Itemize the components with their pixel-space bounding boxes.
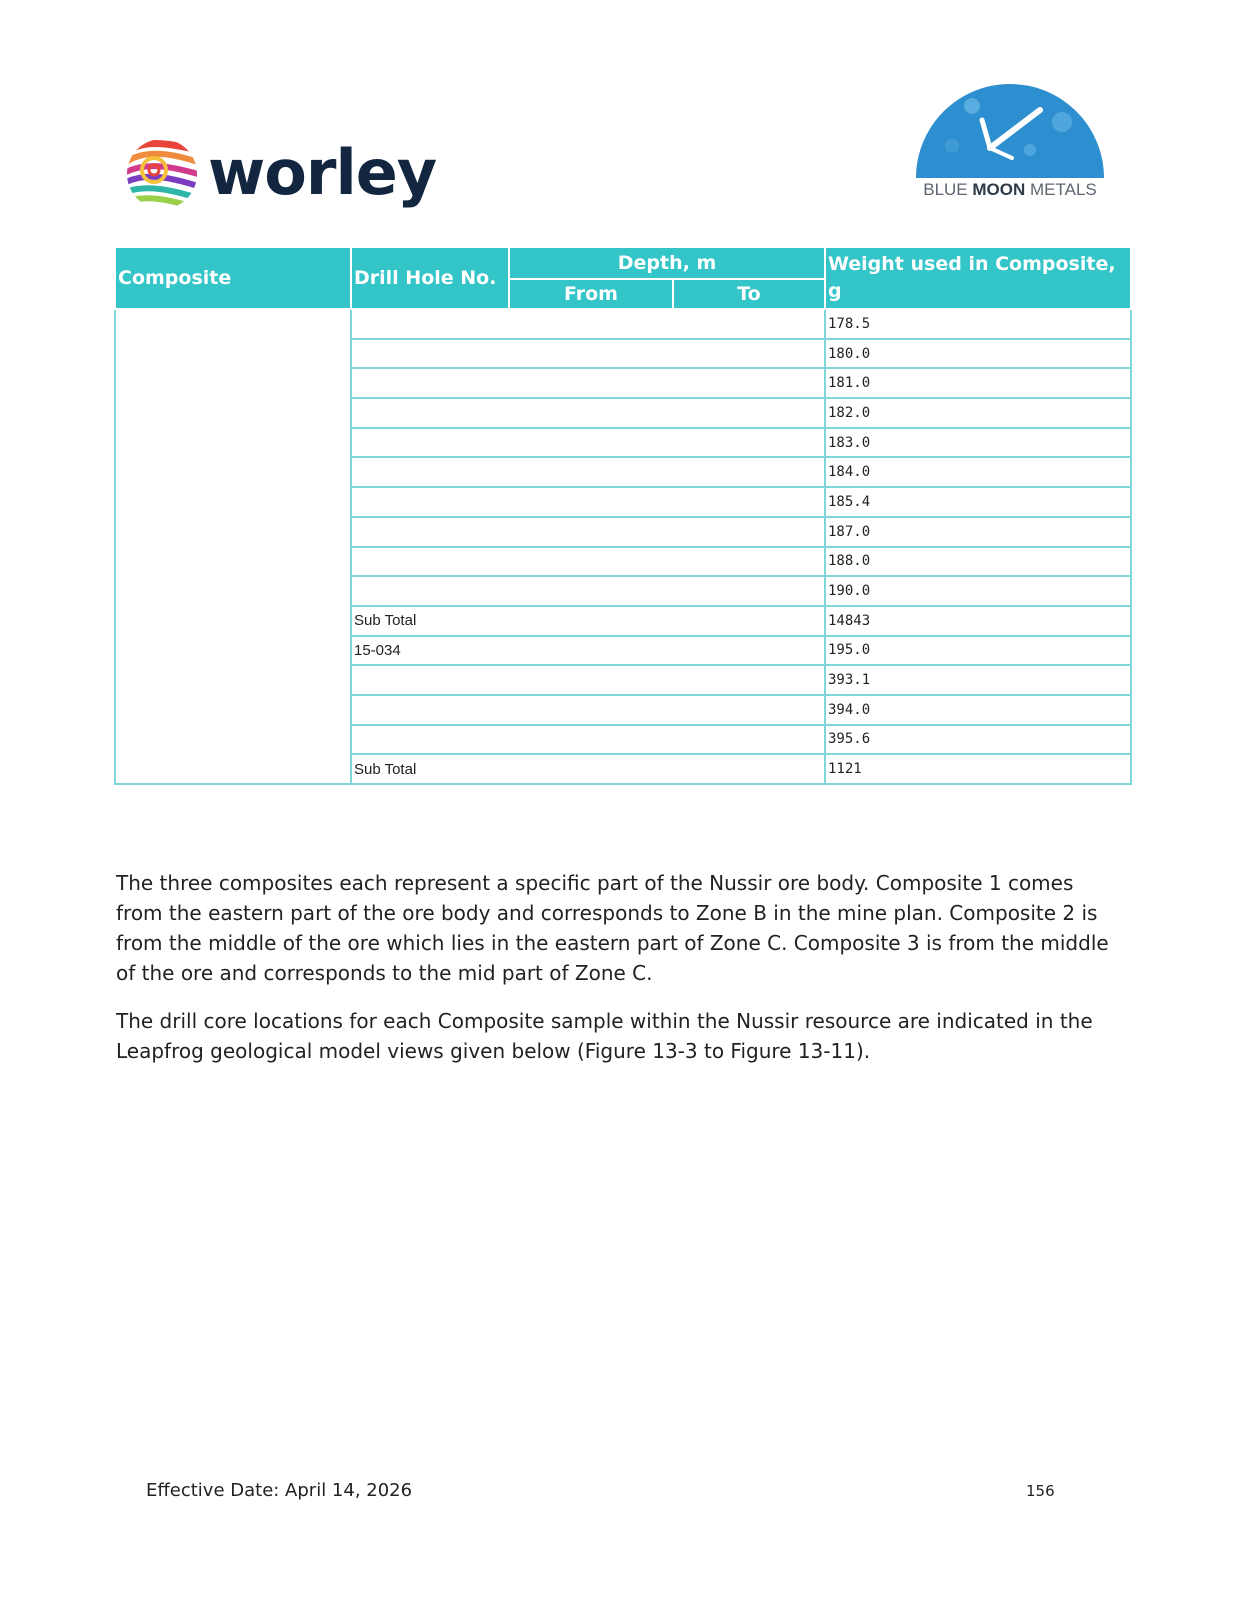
weight-cell: 183.0 <box>825 428 1131 458</box>
drill-hole-cell <box>351 339 825 369</box>
composite-cell <box>115 309 351 784</box>
drill-hole-cell <box>351 428 825 458</box>
drill-hole-cell <box>351 695 825 725</box>
weight-cell: 187.0 <box>825 517 1131 547</box>
weight-cell: 1121 <box>825 754 1131 784</box>
worley-logo <box>124 136 444 216</box>
header-composite: Composite <box>115 247 351 309</box>
table-body <box>115 309 1131 784</box>
header-to: To <box>673 279 825 309</box>
weight-cell: 188.0 <box>825 547 1131 577</box>
body-paragraph-1: The three composites each represent a specific part of the Nussir ore body. Composite 1 comes from the eastern part of the ore body and corresponds to Zone B in the mine plan. Composite 2 is from the middle of the ore which lies in the eastern part of Zone C. Composite 3 is from the middle of the ore and corresponds to the mid part of Zone C. <box>116 871 1109 985</box>
worley-wordmark: worley <box>208 136 437 209</box>
drill-hole-cell <box>351 547 825 577</box>
drill-hole-cell <box>351 487 825 517</box>
worley-swirl-globe-icon <box>124 136 200 212</box>
weight-cell: 393.1 <box>825 665 1131 695</box>
blue-moon-metals-logo <box>912 76 1112 206</box>
table-header <box>115 247 1131 309</box>
weight-cell: 394.0 <box>825 695 1131 725</box>
composite-weights-table <box>114 246 1132 785</box>
drill-hole-cell: Sub Total <box>351 754 825 784</box>
drill-hole-cell <box>351 576 825 606</box>
weight-cell: 180.0 <box>825 339 1131 369</box>
header-from: From <box>509 279 673 309</box>
blue-moon-metals-wordmark: BLUE MOON METALS <box>923 180 1097 199</box>
header-depth: Depth, m <box>509 247 825 279</box>
body-paragraph-2: The drill core locations for each Composite sample within the Nussir resource are indicated in the Leapfrog geological model views given below (Figure 13-3 to Figure 13-11). <box>116 1009 1093 1063</box>
weight-cell: 178.5 <box>825 309 1131 339</box>
drill-hole-cell <box>351 398 825 428</box>
header-weight: Weight used in Composite, g <box>825 247 1131 309</box>
footer-page-number: 156 <box>1026 1482 1055 1500</box>
weight-cell: 182.0 <box>825 398 1131 428</box>
blue-moon-clock-icon <box>912 76 1108 180</box>
drill-hole-cell: 15-034 <box>351 636 825 666</box>
weight-cell: 185.4 <box>825 487 1131 517</box>
weight-cell: 14843 <box>825 606 1131 636</box>
table-row <box>115 309 1131 339</box>
weight-cell: 190.0 <box>825 576 1131 606</box>
weight-cell: 184.0 <box>825 457 1131 487</box>
header-drill-hole: Drill Hole No. <box>351 247 509 309</box>
drill-hole-cell <box>351 725 825 755</box>
drill-hole-cell: Sub Total <box>351 606 825 636</box>
drill-hole-cell <box>351 309 825 339</box>
drill-hole-cell <box>351 368 825 398</box>
drill-hole-cell <box>351 517 825 547</box>
footer-effective-date: Effective Date: April 14, 2026 <box>146 1480 413 1501</box>
weight-cell: 181.0 <box>825 368 1131 398</box>
weight-cell: 395.6 <box>825 725 1131 755</box>
drill-hole-cell <box>351 665 825 695</box>
drill-hole-cell <box>351 457 825 487</box>
weight-cell: 195.0 <box>825 636 1131 666</box>
